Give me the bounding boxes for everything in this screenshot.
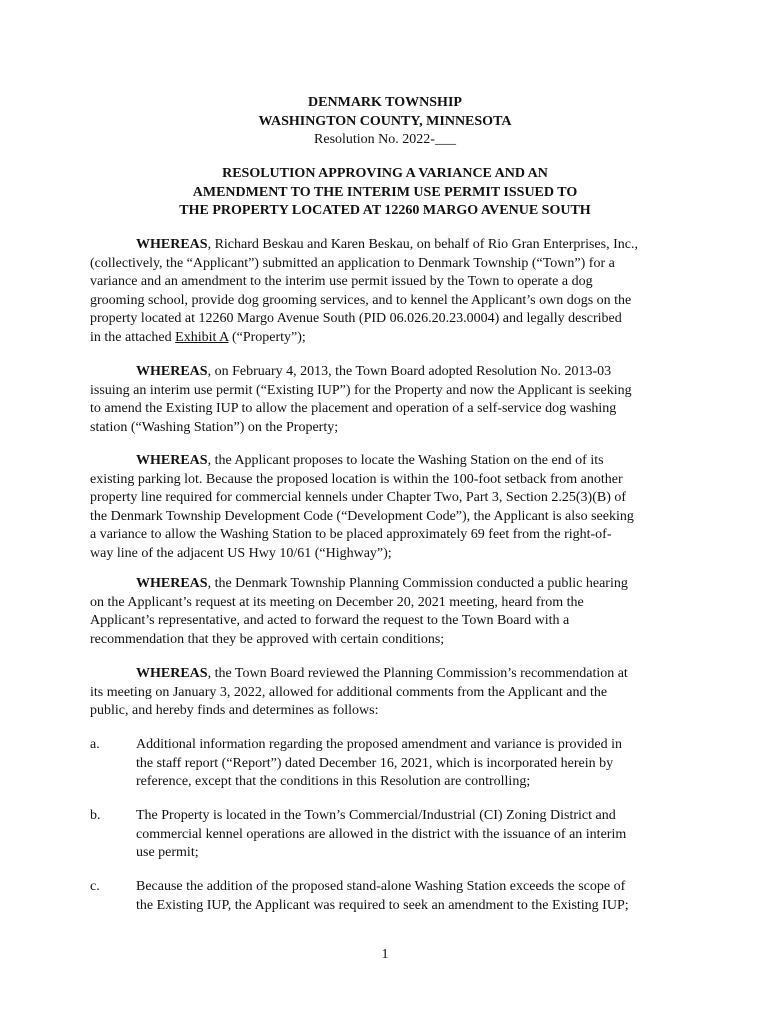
- paragraph-line: on the Applicant’s request at its meeting on December 20, 2021 meeting, heard from the: [90, 594, 584, 610]
- paragraph-line: grooming school, provide dog grooming services, and to kennel the Applicant’s own dogs on the: [90, 292, 632, 308]
- item-line: commercial kennel operations are allowed in the district with the issuance of an interim: [136, 826, 627, 842]
- paragraph-line: property located at 12260 Margo Avenue South (PID 06.026.20.23.0004) and legally described: [90, 311, 622, 326]
- whereas-lead: WHEREAS: [136, 453, 208, 468]
- paragraph-line: [90, 236, 678, 255]
- item-marker: c.: [90, 879, 100, 894]
- paragraph-line: issuing an interim use permit (“Existing IUP”) for the Property and now the Applicant is seeking: [90, 382, 632, 398]
- whereas-paragraph: [90, 236, 678, 347]
- item-line: reference, except that the conditions in this Resolution are controlling;: [136, 774, 531, 789]
- whereas-lead: WHEREAS: [136, 237, 208, 252]
- whereas-lead: WHEREAS: [136, 576, 208, 591]
- item-marker: b.: [90, 808, 101, 823]
- line-text: , Richard Beskau and Karen Beskau, on behalf of Rio Gran Enterprises, Inc.,: [207, 237, 638, 252]
- item-line: the staff report (“Report”) dated December 16, 2021, which is incorporated herein by: [136, 755, 614, 771]
- line-text: , the Applicant proposes to locate the Washing Station on the end of its: [207, 453, 604, 468]
- paragraph-line: Applicant’s representative, and acted to forward the request to the Town Board with a: [90, 613, 570, 628]
- title-line: AMENDMENT TO THE INTERIM USE PERMIT ISSUED TO: [192, 184, 578, 200]
- line-text: , the Denmark Township Planning Commission conducted a public hearing: [207, 576, 628, 591]
- title-line: RESOLUTION APPROVING A VARIANCE AND AN: [222, 166, 548, 181]
- item-line: use permit;: [136, 845, 199, 860]
- item-marker: a.: [90, 737, 100, 752]
- paragraph-line: property line required for commercial kennels under Chapter Two, Part 3, Section 2.25(3)(B) of: [90, 490, 627, 505]
- whereas-paragraph: [90, 363, 678, 437]
- document-header: [0, 94, 770, 150]
- whereas-lead: WHEREAS: [136, 364, 208, 379]
- paragraph-line: recommendation that they be approved with certain conditions;: [90, 631, 445, 647]
- paragraph-line: station (“Washing Station”) on the Property;: [90, 419, 339, 435]
- paragraph-line: [90, 665, 678, 684]
- paragraph-line: (collectively, the “Applicant”) submitted an application to Denmark Township (“Town”) for a: [90, 255, 615, 271]
- county-state: WASHINGTON COUNTY, MINNESOTA: [258, 113, 512, 129]
- paragraph-line: to amend the Existing IUP to allow the placement and operation of a self-service dog washing: [90, 401, 617, 416]
- exhibit-a-link[interactable]: Exhibit A: [175, 329, 229, 345]
- line-text: , the Town Board reviewed the Planning Commission’s recommendation at: [207, 666, 628, 681]
- item-line: Additional information regarding the proposed amendment and variance is provided in: [136, 737, 622, 752]
- resolution-number: Resolution No. 2022-___: [314, 132, 456, 147]
- line-text: in the attached: [90, 329, 176, 345]
- paragraph-line: variance and an amendment to the interim use permit issued by the Town to operate a dog: [90, 274, 593, 289]
- paragraph-line: way line of the adjacent US Hwy 10/61 (“Highway”);: [90, 545, 392, 561]
- whereas-lead: WHEREAS: [136, 666, 208, 681]
- paragraph-line: [90, 575, 678, 594]
- paragraph-line: the Denmark Township Development Code (“Development Code”), the Applicant is also seeking: [90, 508, 634, 524]
- paragraph-line: [90, 452, 678, 471]
- township-name: DENMARK TOWNSHIP: [308, 95, 462, 110]
- item-line: Because the addition of the proposed stand-alone Washing Station exceeds the scope of: [136, 879, 626, 894]
- paragraph-line: existing parking lot. Because the proposed location is within the 100-foot setback from another: [90, 471, 623, 487]
- whereas-paragraph: [90, 575, 678, 649]
- whereas-paragraph: [90, 452, 678, 563]
- item-text: [136, 878, 678, 915]
- paragraph-line: its meeting on January 3, 2022, allowed for additional comments from the Applicant and the: [90, 684, 608, 700]
- resolution-title: [0, 165, 770, 221]
- title-line: THE PROPERTY LOCATED AT 12260 MARGO AVENUE SOUTH: [179, 203, 591, 218]
- item-line: The Property is located in the Town’s Commercial/Industrial (CI) Zoning District and: [136, 808, 616, 823]
- item-line: the Existing IUP, the Applicant was required to seek an amendment to the Existing IUP;: [136, 897, 629, 913]
- paragraph-line: public, and hereby finds and determines as follows:: [90, 703, 379, 718]
- line-text: , on February 4, 2013, the Town Board adopted Resolution No. 2013-03: [207, 364, 612, 379]
- page-number: 1: [381, 947, 389, 962]
- paragraph-line: [90, 329, 678, 348]
- whereas-paragraph: [90, 665, 678, 721]
- item-text: [136, 736, 678, 792]
- item-text: [136, 807, 678, 863]
- paragraph-line: [90, 363, 678, 382]
- paragraph-line: a variance to allow the Washing Station to be placed approximately 69 feet from the right-of-: [90, 527, 612, 542]
- line-text: (“Property”);: [228, 329, 306, 345]
